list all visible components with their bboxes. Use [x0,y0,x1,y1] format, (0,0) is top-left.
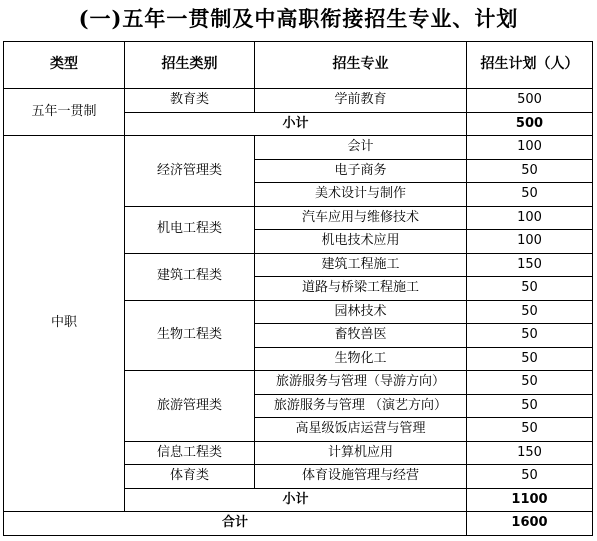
major-cell: 旅游服务与管理（导游方向） [255,371,467,395]
subtotal-label: 小计 [125,488,467,512]
major-cell: 学前教育 [255,89,467,113]
header-type: 类型 [4,42,125,89]
plan-cell: 100 [467,206,593,230]
header-plan: 招生计划（人） [467,42,593,89]
major-cell: 建筑工程施工 [255,253,467,277]
subtotal-label: 小计 [125,112,467,136]
total-label: 合计 [4,512,467,536]
category-cell: 体育类 [125,465,255,489]
plan-cell: 50 [467,300,593,324]
major-cell: 计算机应用 [255,441,467,465]
plan-cell: 50 [467,465,593,489]
plan-cell: 150 [467,253,593,277]
plan-cell: 50 [467,159,593,183]
major-cell: 会计 [255,136,467,160]
plan-cell: 500 [467,89,593,113]
category-cell: 机电工程类 [125,206,255,253]
plan-cell: 50 [467,277,593,301]
plan-cell: 50 [467,371,593,395]
category-cell: 生物工程类 [125,300,255,371]
major-cell: 高星级饭店运营与管理 [255,418,467,442]
category-cell: 建筑工程类 [125,253,255,300]
subtotal-value: 500 [467,112,593,136]
plan-cell: 100 [467,230,593,254]
page-title: (一)五年一贯制及中高职衔接招生专业、计划 [78,6,519,31]
header-category: 招生类别 [125,42,255,89]
plan-cell: 50 [467,418,593,442]
table-row [4,136,593,160]
total-row [4,512,593,536]
subtotal-value: 1100 [467,488,593,512]
major-cell: 园林技术 [255,300,467,324]
plan-cell: 50 [467,324,593,348]
plan-cell: 50 [467,394,593,418]
category-cell: 经济管理类 [125,136,255,207]
plan-cell: 50 [467,347,593,371]
major-cell: 道路与桥梁工程施工 [255,277,467,301]
table-header-row [4,42,593,89]
total-value: 1600 [467,512,593,536]
plan-cell: 150 [467,441,593,465]
major-cell: 电子商务 [255,159,467,183]
plan-cell: 100 [467,136,593,160]
category-cell: 教育类 [125,89,255,113]
major-cell: 美术设计与制作 [255,183,467,207]
major-cell: 畜牧兽医 [255,324,467,348]
category-cell: 旅游管理类 [125,371,255,442]
major-cell: 汽车应用与维修技术 [255,206,467,230]
type-cell: 中职 [4,136,125,512]
enrollment-plan-table [3,41,593,536]
major-cell: 体育设施管理与经营 [255,465,467,489]
major-cell: 机电技术应用 [255,230,467,254]
major-cell: 旅游服务与管理 （演艺方向） [255,394,467,418]
header-major: 招生专业 [255,42,467,89]
category-cell: 信息工程类 [125,441,255,465]
type-cell: 五年一贯制 [4,89,125,136]
plan-cell: 50 [467,183,593,207]
major-cell: 生物化工 [255,347,467,371]
table-row [4,89,593,113]
